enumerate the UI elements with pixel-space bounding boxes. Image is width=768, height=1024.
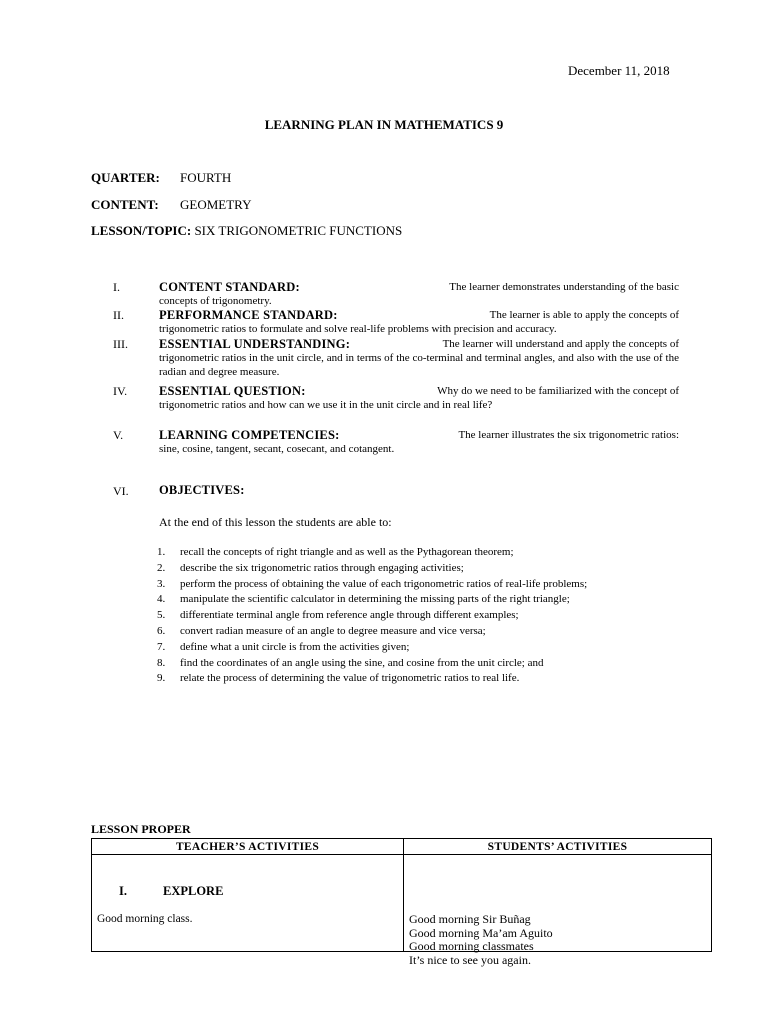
student-activities-cell [404,855,712,967]
list-item: 2. describe the six trigonometric ratios through engaging activities; [157,561,464,574]
section-number: IV. [113,384,128,398]
section-number: VI. [113,484,129,498]
document-title: LEARNING PLAN IN MATHEMATICS 9 [264,117,504,132]
quarter-value: FOURTH [180,170,232,185]
explore-heading: I. EXPLORE [119,884,224,898]
student-replies [409,913,553,967]
list-item: 8. find the coordinates of an angle using the sine, and cosine from the unit circle; and [157,656,544,669]
section-text-first: The learner is able to apply the concepts of [489,309,679,321]
list-item: 4. manipulate the scientific calculator in determining the missing parts of the right triangle; [157,593,570,606]
section-number: I. [113,280,120,294]
section-number: III. [113,337,128,351]
teacher-activities-cell [92,855,404,952]
section-text-rest: trigonometric ratios and how can we use it in the unit circle and in real life? [159,399,493,411]
list-item: 3. perform the process of obtaining the value of each trigonometric ratios of real-life problems; [157,577,588,590]
section-essential-understanding [159,337,679,379]
section-heading: CONTENT STANDARD: [159,280,300,294]
column-header-teacher: TEACHER’S ACTIVITIES [92,839,404,855]
lesson-proper-table [91,838,712,967]
section-text-first: The learner demonstrates understanding of the basic [449,281,679,293]
table-header-row [92,839,712,855]
section-heading: LEARNING COMPETENCIES: [159,428,340,442]
section-heading: PERFORMANCE STANDARD: [159,308,338,322]
section-performance-standard [159,308,679,336]
section-text-rest: trigonometric ratios in the unit circle, and in terms of the co-terminal and terminal angles, and also with the use of the radian and degree measure. [159,352,679,378]
section-text-rest: trigonometric ratios to formulate and solve real-life problems with precision and accuracy. [159,323,557,335]
section-heading: ESSENTIAL UNDERSTANDING: [159,337,351,351]
document-date: December 11, 2018 [568,63,670,78]
teacher-greeting: Good morning class. [97,913,193,925]
list-item: 9. relate the process of determining the value of trigonometric ratios to real life. [157,672,520,685]
content-row [91,197,252,213]
student-reply: Good morning Sir Buñag [409,912,531,926]
section-text-rest: concepts of trigonometry. [159,295,272,307]
section-content-standard [159,280,679,308]
column-header-students: STUDENTS’ ACTIVITIES [404,839,712,855]
section-text-first: The learner will understand and apply the concepts of [442,338,679,350]
content-value: GEOMETRY [180,197,252,212]
list-item: 5. differentiate terminal angle from reference angle through different examples; [157,609,519,622]
section-objectives [159,483,679,498]
section-text-first: The learner illustrates the six trigonometric ratios: [458,429,679,441]
section-essential-question [159,384,679,412]
section-number: II. [113,308,124,322]
objectives-list [157,545,677,687]
student-reply: Good morning classmates [409,939,534,953]
section-heading: OBJECTIVES: [159,483,245,497]
section-text-rest: sine, cosine, tangent, secant, cosecant, and cotangent. [159,443,395,455]
table-row [92,855,712,952]
topic-value: SIX TRIGONOMETRIC FUNCTIONS [194,223,403,238]
objectives-intro: At the end of this lesson the students are able to: [159,515,392,529]
section-learning-competencies [159,428,679,456]
topic-row [91,223,402,239]
section-number: V. [113,428,124,442]
list-item: 7. define what a unit circle is from the activities given; [157,640,410,653]
student-reply: Good morning Ma’am Aguito [409,925,553,940]
student-reply: It’s nice to see you again. [409,952,531,967]
section-heading: ESSENTIAL QUESTION: [159,384,306,398]
quarter-label: QUARTER: [91,170,160,185]
topic-label: LESSON/TOPIC: [91,223,192,238]
list-item: 6. convert radian measure of an angle to degree measure and vice versa; [157,624,486,637]
section-text-first: Why do we need to be familiarized with the concept of [437,385,679,397]
list-item: 1. recall the concepts of right triangle and as well as the Pythagorean theorem; [157,546,514,558]
lesson-proper-label: LESSON PROPER [91,822,191,836]
content-label: CONTENT: [91,197,159,212]
quarter-row [91,170,231,186]
